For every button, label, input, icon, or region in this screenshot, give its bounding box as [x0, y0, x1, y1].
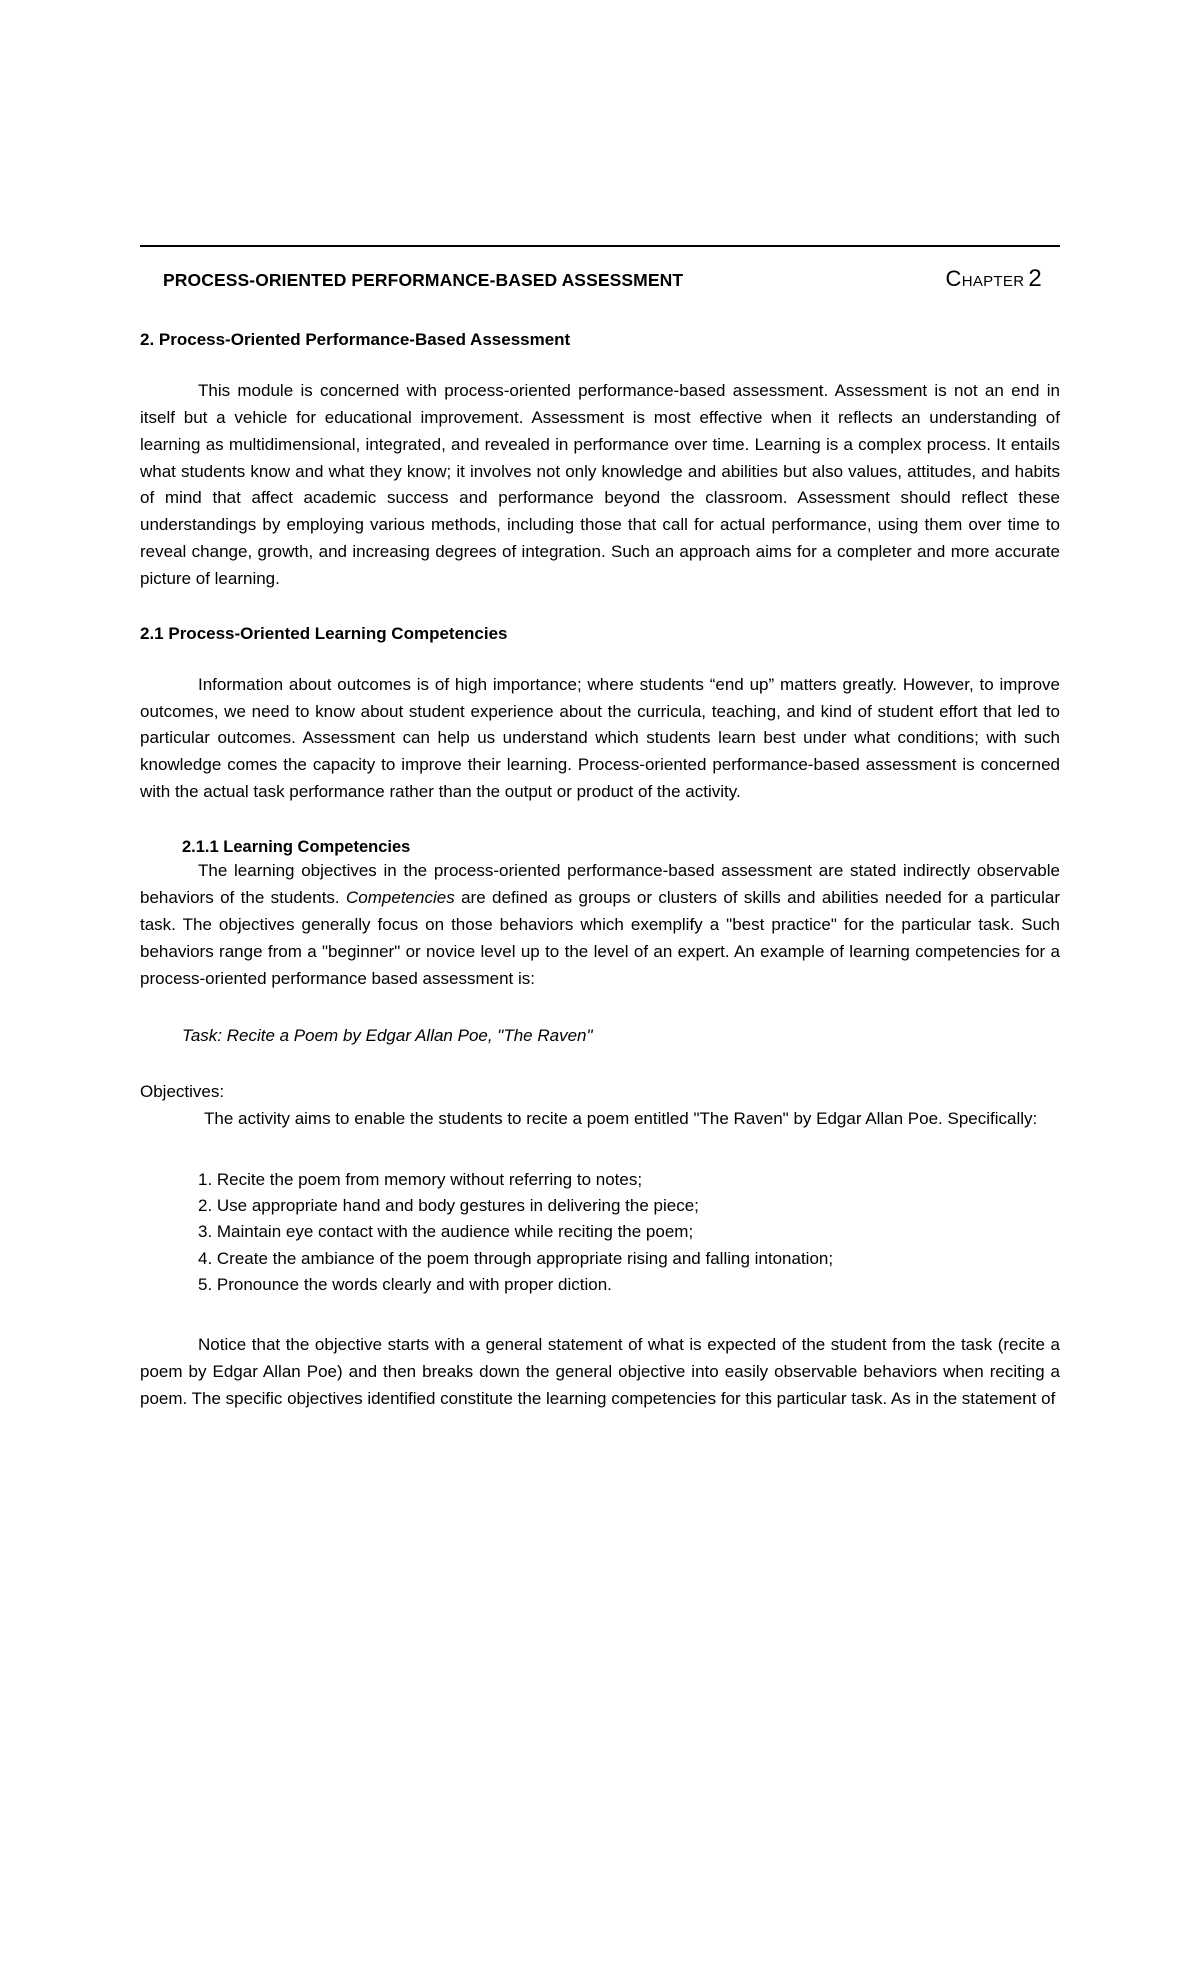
paragraph-2-1-1-part1: The learning objectives in the process-oriented performance-based assessment are stated indirectly observable behaviors of the students.	[140, 861, 1060, 908]
paragraph-2-1-1-part2: are defined as groups or clusters of skills and abilities needed for a particular task. The objectives generally focus on those behaviors which exemplify a "best practice" for the particular task. Such behaviors range from a "beginner" or novice level up to the level of an expert. An example of learning competencies for a process-oriented performance based assessment is:	[140, 888, 1060, 988]
spacer	[140, 1133, 1060, 1167]
running-header-title: PROCESS-ORIENTED PERFORMANCE-BASED ASSESSMENT	[163, 270, 684, 290]
running-header	[140, 265, 1060, 293]
spacer	[140, 646, 1060, 672]
paragraph-intro: This module is concerned with process-oriented performance-based assessment. Assessment is not an end in itself but a vehicle for educational improvement. Assessment is most effective when it reflects an understanding of learning as multidimensional, integrated, and revealed in performance over time. Learning is a complex process. It entails what students know and what they know; it involves not only knowledge and abilities but also values, attitudes, and habits of mind that affect academic success and performance beyond the classroom. Assessment should reflect these understandings by employing various methods, including those that call for actual performance, using them over time to reveal change, growth, and increasing degrees of integration. Such an approach aims for a completer and more accurate picture of learning.	[140, 380, 1060, 588]
list-item: 2. Use appropriate hand and body gestures in delivering the piece;	[198, 1196, 699, 1216]
objectives-list	[140, 1167, 1060, 1299]
spacer	[140, 993, 1060, 1023]
list-item: 3. Maintain eye contact with the audience while reciting the poem;	[198, 1222, 694, 1242]
chapter-label	[945, 265, 1060, 293]
chapter-number: 2	[1028, 265, 1042, 292]
section-heading-2-1: 2.1 Process-Oriented Learning Competencies	[140, 623, 508, 643]
spacer	[140, 1049, 1060, 1079]
page-content	[140, 245, 1060, 1413]
task-statement: Task: Recite a Poem by Edgar Allan Poe, "The Raven"	[182, 1025, 593, 1045]
spacer	[140, 806, 1060, 836]
spacer	[140, 593, 1060, 623]
list-item: 1. Recite the poem from memory without referring to notes;	[198, 1169, 643, 1189]
paragraph-2-1-1-emphasis: Competencies	[346, 888, 455, 908]
paragraph-closing: Notice that the objective starts with a general statement of what is expected of the student from the task (recite a poem by Edgar Allan Poe) and then breaks down the general objective into easily observable behaviors when reciting a poem. The specific objectives identified constitute the learning competencies for this particular task. As in the statement of	[140, 1335, 1060, 1409]
section-heading-2-1-1: 2.1.1 Learning Competencies	[182, 838, 411, 857]
paragraph-2-1: Information about outcomes is of high importance; where students “end up” matters greatly. However, to improve outcomes, we need to know about student experience about the curricula, teaching, and kind of student effort that led to particular outcomes. Assessment can help us understand which students learn best under what conditions; with such knowledge comes the capacity to improve their learning. Process-oriented performance-based assessment is concerned with the actual task performance rather than the output or product of the activity.	[140, 674, 1060, 802]
section-heading-2: 2. Process-Oriented Performance-Based Assessment	[140, 330, 571, 349]
objectives-description: The activity aims to enable the students to recite a poem entitled "The Raven" by Edgar Allan Poe. Specifically:	[204, 1108, 1038, 1128]
objectives-label: Objectives:	[140, 1081, 225, 1101]
spacer	[140, 352, 1060, 378]
header-divider-rule	[140, 245, 1060, 247]
chapter-label-initial: C	[945, 266, 962, 291]
list-item: 5. Pronounce the words clearly and with proper diction.	[198, 1275, 612, 1295]
spacer	[140, 1298, 1060, 1332]
chapter-label-rest: HAPTER	[961, 273, 1025, 290]
list-item: 4. Create the ambiance of the poem through appropriate rising and falling intonation;	[198, 1248, 834, 1268]
paragraph-2-1-1	[140, 858, 1060, 992]
